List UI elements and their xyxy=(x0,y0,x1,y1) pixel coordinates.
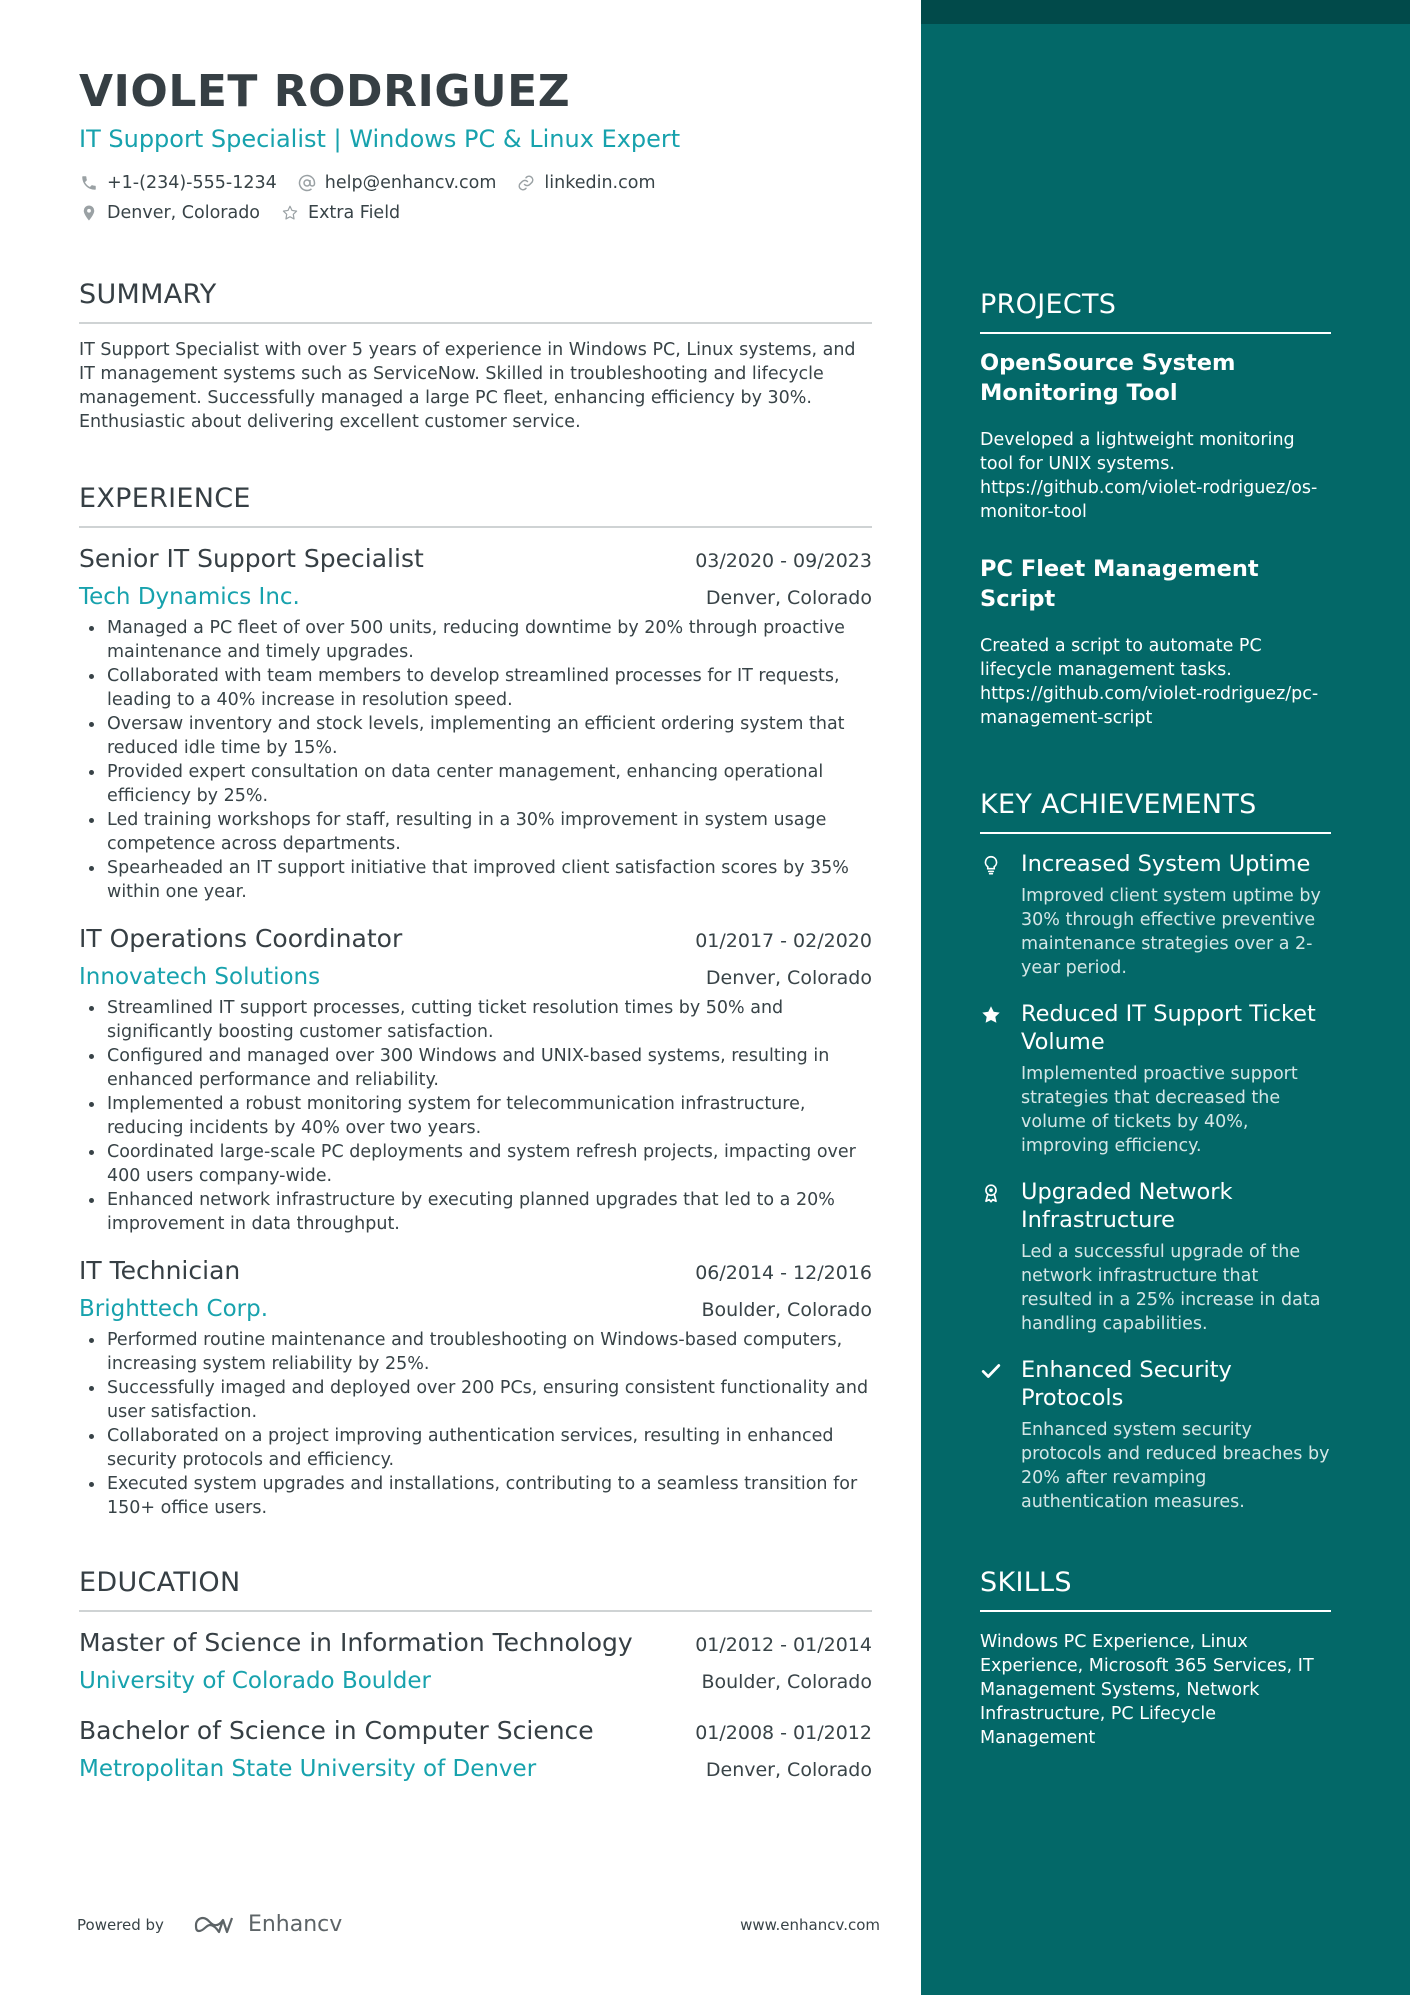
experience-section xyxy=(79,482,872,1520)
contact-info xyxy=(79,168,872,228)
education-date: 01/2008 - 01/2012 xyxy=(695,1722,872,1744)
summary-title: SUMMARY xyxy=(79,278,872,324)
bullet-item: Oversaw inventory and stock levels, implementing an efficient ordering system that reduced idle time by 15%. xyxy=(79,712,872,760)
skills-text: Windows PC Experience, Linux Experience, Microsoft 365 Services, IT Management Systems, Network Infrastructure, PC Lifecycle Management xyxy=(980,1632,1314,1748)
achievement-entry xyxy=(980,1178,1331,1336)
location-pin-icon xyxy=(79,203,99,223)
achievement-entry xyxy=(980,1356,1331,1514)
bullet-item: Collaborated with team members to develop streamlined processes for IT requests, leading to a 40% increase in resolution speed. xyxy=(79,664,872,712)
job-entry xyxy=(79,542,872,904)
achievement-title: Upgraded Network Infrastructure xyxy=(1021,1179,1233,1233)
star-icon xyxy=(980,1000,1021,1158)
phone-icon xyxy=(79,173,99,193)
job-location: Denver, Colorado xyxy=(705,967,872,989)
achievement-description: Enhanced system security protocols and reduced breaches by 20% after revamping authentication measures. xyxy=(1021,1420,1330,1512)
education-entry xyxy=(79,1626,872,1696)
job-bullets xyxy=(79,996,872,1236)
project-title: PC Fleet Management Script xyxy=(980,556,1259,612)
job-location: Denver, Colorado xyxy=(705,587,872,609)
job-date: 01/2017 - 02/2020 xyxy=(695,930,872,952)
contact-extra xyxy=(280,198,400,228)
project-title: OpenSource System Monitoring Tool xyxy=(980,350,1236,406)
bullet-item: Enhanced network infrastructure by executing planned upgrades that led to a 20% improvement in data throughput. xyxy=(79,1188,872,1236)
bullet-item: Streamlined IT support processes, cutting ticket resolution times by 50% and significantly boosting customer satisfaction. xyxy=(79,996,872,1044)
summary-text: IT Support Specialist with over 5 years of experience in Windows PC, Linux systems, and IT management systems such as ServiceNow. Skilled in troubleshooting and lifecycle management. Successfully managed a large PC fleet, enhancing efficiency by 30%. Enthusiastic about delivering excellent customer service. xyxy=(79,340,856,432)
bullet-item: Performed routine maintenance and troubleshooting on Windows-based computers, increasing system reliability by 25%. xyxy=(79,1328,872,1376)
bullet-item: Implemented a robust monitoring system for telecommunication infrastructure, reducing incidents by 40% over two years. xyxy=(79,1092,872,1140)
project-entry xyxy=(980,348,1331,524)
project-entry xyxy=(980,554,1331,730)
brand-name: Enhancv xyxy=(247,1912,343,1937)
company-name: Tech Dynamics Inc. xyxy=(79,584,300,610)
achievement-description: Led a successful upgrade of the network infrastructure that resulted in a 25% increase in data handling capabilities. xyxy=(1021,1242,1321,1334)
education-title: EDUCATION xyxy=(79,1566,872,1612)
job-headline: IT Support Specialist | Windows PC & Linux Expert xyxy=(79,125,681,153)
education-location: Denver, Colorado xyxy=(705,1759,872,1781)
linkedin-text: linkedin.com xyxy=(544,173,656,193)
degree-title: Bachelor of Science in Computer Science xyxy=(79,1716,594,1745)
link-icon xyxy=(516,173,536,193)
achievement-title: Enhanced Security Protocols xyxy=(1021,1357,1232,1411)
bullet-item: Configured and managed over 300 Windows and UNIX-based systems, resulting in enhanced performance and reliability. xyxy=(79,1044,872,1092)
footer-site-link[interactable]: www.enhancv.com xyxy=(740,1915,880,1934)
projects-section xyxy=(980,288,1331,730)
achievement-entry xyxy=(980,1000,1331,1158)
job-entry xyxy=(79,922,872,1236)
skills-title: SKILLS xyxy=(980,1566,1331,1612)
at-sign-icon xyxy=(297,173,317,193)
job-title: IT Technician xyxy=(79,1256,241,1285)
job-bullets xyxy=(79,616,872,904)
bullet-item: Coordinated large-scale PC deployments and system refresh projects, impacting over 400 users company-wide. xyxy=(79,1140,872,1188)
award-icon xyxy=(980,1178,1021,1336)
sidebar xyxy=(921,0,1410,1995)
skills-section xyxy=(980,1566,1331,1750)
location-text: Denver, Colorado xyxy=(107,203,261,223)
checkmark-icon xyxy=(980,1356,1021,1514)
phone-text: +1-(234)-555-1234 xyxy=(107,173,277,193)
contact-email[interactable] xyxy=(297,168,497,198)
page-footer xyxy=(77,1912,880,1937)
powered-by-label: Powered by xyxy=(77,1915,164,1934)
achievement-title: Reduced IT Support Ticket Volume xyxy=(1021,1001,1316,1055)
experience-title: EXPERIENCE xyxy=(79,482,872,528)
achievement-entry xyxy=(980,850,1331,980)
education-section xyxy=(79,1566,872,1784)
bullet-item: Executed system upgrades and installations, contributing to a seamless transition for 150+ office users. xyxy=(79,1472,872,1520)
achievement-title: Increased System Uptime xyxy=(1021,851,1311,877)
education-date: 01/2012 - 01/2014 xyxy=(695,1634,872,1656)
school-name: Metropolitan State University of Denver xyxy=(79,1756,537,1782)
job-entry xyxy=(79,1254,872,1520)
contact-location xyxy=(79,198,260,228)
job-date: 06/2014 - 12/2016 xyxy=(695,1262,872,1284)
lightbulb-icon xyxy=(980,850,1021,980)
contact-phone[interactable] xyxy=(79,168,277,198)
sidebar-top-bar xyxy=(921,0,1410,24)
bullet-item: Successfully imaged and deployed over 200 PCs, ensuring consistent functionality and user satisfaction. xyxy=(79,1376,872,1424)
bullet-item: Provided expert consultation on data center management, enhancing operational efficiency by 25%. xyxy=(79,760,872,808)
achievements-title: KEY ACHIEVEMENTS xyxy=(980,788,1331,834)
bullet-item: Collaborated on a project improving authentication services, resulting in enhanced security protocols and efficiency. xyxy=(79,1424,872,1472)
job-date: 03/2020 - 09/2023 xyxy=(695,550,872,572)
bullet-item: Managed a PC fleet of over 500 units, reducing downtime by 20% through proactive maintenance and timely upgrades. xyxy=(79,616,872,664)
contact-linkedin[interactable] xyxy=(516,168,655,198)
project-description: Developed a lightweight monitoring tool for UNIX systems. https://github.com/violet-rodriguez/os-monitor-tool xyxy=(980,430,1318,522)
education-entry xyxy=(79,1714,872,1784)
job-title: Senior IT Support Specialist xyxy=(79,544,424,573)
extra-text: Extra Field xyxy=(308,203,401,223)
job-bullets xyxy=(79,1328,872,1520)
bullet-item: Led training workshops for staff, resulting in a 30% improvement in system usage competence across departments. xyxy=(79,808,872,856)
enhancv-logo-icon xyxy=(192,1913,236,1937)
degree-title: Master of Science in Information Technology xyxy=(79,1628,633,1657)
company-name: Brighttech Corp. xyxy=(79,1296,269,1322)
projects-title: PROJECTS xyxy=(980,288,1331,334)
bullet-item: Spearheaded an IT support initiative that improved client satisfaction scores by 35% within one year. xyxy=(79,856,872,904)
project-description: Created a script to automate PC lifecycle management tasks. https://github.com/violet-rodriguez/pc-management-script xyxy=(980,636,1319,728)
email-text: help@enhancv.com xyxy=(324,173,497,193)
candidate-name: VIOLET RODRIGUEZ xyxy=(79,66,571,117)
company-name: Innovatech Solutions xyxy=(79,964,321,990)
summary-section xyxy=(79,278,872,434)
star-outline-icon xyxy=(280,203,300,223)
job-location: Boulder, Colorado xyxy=(701,1299,872,1321)
enhancv-logo[interactable] xyxy=(192,1912,342,1937)
job-title: IT Operations Coordinator xyxy=(79,924,403,953)
achievements-section xyxy=(980,788,1331,1514)
achievement-description: Implemented proactive support strategies that decreased the volume of tickets by 40%, improving efficiency. xyxy=(1021,1064,1298,1156)
achievement-description: Improved client system uptime by 30% through effective preventive maintenance strategies over a 2-year period. xyxy=(1021,886,1321,978)
education-location: Boulder, Colorado xyxy=(701,1671,872,1693)
school-name: University of Colorado Boulder xyxy=(79,1668,431,1694)
